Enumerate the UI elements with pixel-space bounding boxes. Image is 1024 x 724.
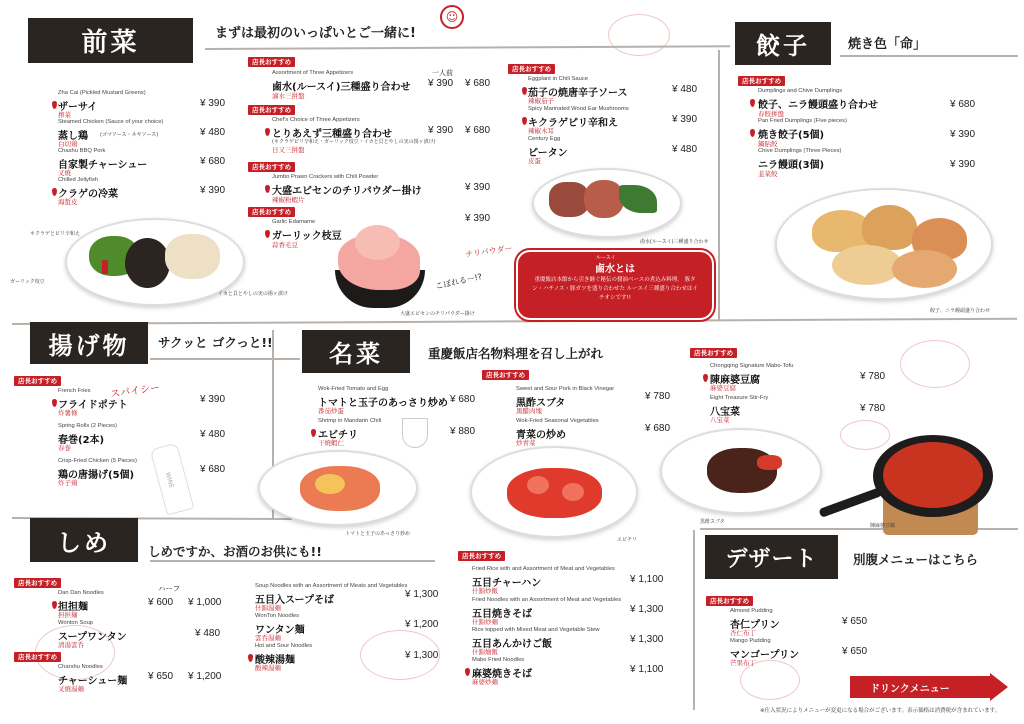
item-note: (ゴマソース・ネギソース) bbox=[100, 132, 159, 138]
item-en: French Fries bbox=[58, 388, 91, 394]
photo-note: 黒酢スブタ bbox=[700, 519, 725, 525]
item-en: Almond Pudding bbox=[730, 608, 773, 614]
item-price: ¥ 680 bbox=[645, 423, 671, 434]
luosui-info-box bbox=[516, 250, 714, 320]
badge-recommended: 店長おすすめ bbox=[248, 207, 295, 217]
item-name: フライドポテト bbox=[58, 400, 128, 411]
item-name: ピータン bbox=[528, 148, 568, 159]
item-en: Spicy Marinated Wood Ear Mushrooms bbox=[528, 106, 629, 112]
chili-icon bbox=[265, 185, 270, 193]
item-cn: 白切鶏 bbox=[58, 140, 78, 148]
item-name: ザーサイ bbox=[58, 102, 98, 113]
item-en: Crisp-Fried Chicken (5 Pieces) bbox=[58, 458, 137, 464]
item-cn: 叉焼湯麺 bbox=[58, 685, 84, 693]
item-en: Wok-Fried Seasonal Vegetables bbox=[516, 418, 599, 424]
item-price: ¥ 1,100 bbox=[630, 574, 664, 585]
half-label: ハーフ bbox=[158, 584, 181, 593]
chili-icon bbox=[52, 188, 57, 196]
chili-icon bbox=[52, 601, 57, 609]
item-cn: 炒青菜 bbox=[516, 439, 536, 447]
item-name: 春巻(2本) bbox=[58, 435, 105, 446]
item-name: トマトと玉子のあっさり炒め bbox=[318, 398, 448, 409]
item-cn: 滷水三拼盤 bbox=[272, 92, 305, 100]
chili-icon bbox=[311, 429, 316, 437]
divider-vertical bbox=[693, 530, 695, 710]
chili-icon bbox=[248, 654, 253, 662]
item-price: ¥ 480 bbox=[200, 127, 226, 138]
item-price: ¥ 1,200 bbox=[405, 619, 439, 630]
item-cn: 叉焼 bbox=[58, 169, 71, 177]
badge-recommended: 店長おすすめ bbox=[248, 162, 295, 172]
footer-note: ※仕入状況によりメニューが変更になる場合がございます。表示価格は消費税が含まれています。 bbox=[760, 708, 1001, 714]
item-en: Jumbo Prawn Crackers with Chili Powder bbox=[272, 174, 379, 180]
chili-icon bbox=[522, 87, 527, 95]
item-en: Mango Pudding bbox=[730, 638, 771, 644]
prawn-note-chili: チリパウダー bbox=[464, 243, 514, 260]
item-cn: 什錦炒麺 bbox=[472, 618, 498, 626]
item-name: クラゲの冷菜 bbox=[58, 189, 118, 200]
badge-recommended: 店長おすすめ bbox=[508, 64, 555, 74]
item-en: Steamed Chicken (Sauce of your choice) bbox=[58, 119, 164, 125]
section-subtitle-dessert: 別腹メニューはこちら bbox=[853, 552, 979, 567]
item-price: ¥ 1,300 bbox=[405, 589, 439, 600]
item-name: ニラ饅頭(3個) bbox=[758, 160, 825, 171]
item-cn: 麻婆豆腐 bbox=[710, 384, 736, 392]
divider bbox=[150, 560, 435, 562]
item-price: ¥ 680 bbox=[465, 78, 491, 89]
item-en: Wok-Fried Tomato and Egg bbox=[318, 386, 389, 392]
item-en: Chef's Choice of Three Appetizers bbox=[272, 117, 360, 123]
dish-photo-tomato-egg bbox=[258, 450, 418, 526]
item-en: Chive Dumplings (Three Pieces) bbox=[758, 148, 842, 154]
item-en: Shrimp in Mandarin Chili bbox=[318, 418, 382, 424]
item-name: ガーリック枝豆 bbox=[272, 231, 342, 242]
divider bbox=[840, 55, 1018, 57]
badge-recommended: 店長おすすめ bbox=[690, 348, 737, 358]
item-price: ¥ 390 bbox=[950, 129, 976, 140]
badge-recommended: 店長おすすめ bbox=[738, 76, 785, 86]
section-subtitle-agemono: サクッと ゴクっと!! bbox=[158, 335, 273, 350]
item-cn: 麻婆炒麺 bbox=[472, 678, 498, 686]
item-price: ¥ 680 bbox=[950, 99, 976, 110]
item-name: 陳麻婆豆腐 bbox=[710, 375, 760, 386]
item-en: Fried Noodles with an Assortment of Meat and Vegetables bbox=[472, 597, 622, 603]
item-price: ¥ 650 bbox=[148, 671, 174, 682]
item-price: ¥ 880 bbox=[450, 426, 476, 437]
item-cn: 辣椒茄子 bbox=[528, 97, 554, 105]
item-cn: 辣椒木耳 bbox=[528, 127, 554, 135]
item-name: 五目焼きそば bbox=[472, 609, 532, 620]
chili-icon bbox=[52, 101, 57, 109]
item-cn: 日又三拼盤 bbox=[272, 146, 305, 154]
luosui-body: 重慶飯店本館から引き継ぐ秘伝の醤油ベースの煮込み料理。 豚タン・ハチノス・豚ガツを盛り合わせた ルースイ三種盛り合わせはイチオシです!! bbox=[532, 277, 698, 301]
item-price: ¥ 1,300 bbox=[630, 604, 664, 615]
item-name: 五目チャーハン bbox=[472, 578, 542, 589]
item-price: ¥ 1,000 bbox=[188, 597, 222, 608]
dish-photo-ebichili bbox=[470, 446, 638, 538]
item-price: ¥ 680 bbox=[200, 464, 226, 475]
section-title-zensai: 前菜 bbox=[28, 18, 193, 63]
chef-icon: ☺ bbox=[440, 5, 464, 29]
section-title-agemono: 揚げ物 bbox=[30, 322, 148, 364]
section-subtitle-meisai: 重慶飯店名物料理を召し上がれ bbox=[428, 346, 604, 361]
item-cn: 春餃拼盤 bbox=[758, 110, 784, 118]
item-cn: 辣椒粉蝦片 bbox=[272, 196, 305, 204]
item-cn: 搾菜 bbox=[58, 111, 71, 119]
item-cn: 蒜香毛豆 bbox=[272, 241, 298, 249]
item-price: ¥ 390 bbox=[200, 98, 226, 109]
chili-icon bbox=[703, 374, 708, 382]
section-title-gyoza: 餃子 bbox=[735, 22, 831, 65]
item-en: Chashu BBQ Pork bbox=[58, 148, 106, 154]
dish-photo-luosui bbox=[532, 168, 682, 238]
top-tagline: まずは最初のいっぱいとご一緒に! bbox=[215, 26, 416, 41]
divider bbox=[12, 318, 1017, 325]
chili-icon bbox=[522, 117, 527, 125]
item-en: Century Egg bbox=[528, 136, 561, 142]
photo-note: キクラゲとピリ辛和え bbox=[30, 231, 81, 237]
item-name: 杏仁プリン bbox=[730, 620, 780, 631]
divider bbox=[150, 358, 300, 360]
item-cn: 番茄炒蛋 bbox=[318, 407, 344, 415]
item-en: Fried Rice with and Assortment of Meat and Vegetables bbox=[472, 566, 615, 572]
item-name: チャーシュー麺 bbox=[58, 676, 128, 687]
item-name: 焼き餃子(5個) bbox=[758, 130, 825, 141]
drink-menu-button[interactable] bbox=[850, 676, 1010, 698]
divider-vertical bbox=[718, 50, 720, 320]
item-cn: 什錦炒飯 bbox=[472, 587, 498, 595]
photo-note: トマトと玉子のあっさり炒め bbox=[345, 531, 410, 537]
item-en: Dan Dan Noodles bbox=[58, 590, 104, 596]
item-price: ¥ 480 bbox=[672, 144, 698, 155]
qty-label: 一人前 bbox=[432, 69, 453, 77]
item-cn: 雲呑湯麺 bbox=[255, 634, 281, 642]
item-en: Dumplings and Chive Dumplings bbox=[758, 88, 843, 94]
item-price: ¥ 390 bbox=[465, 213, 491, 224]
chili-icon bbox=[750, 99, 755, 107]
wine-bottle-sketch bbox=[150, 443, 195, 516]
item-cn: 担担麺 bbox=[58, 611, 78, 619]
prawn-note-kobore: こぼれる〜!? bbox=[434, 272, 483, 291]
item-name: ワンタン麺 bbox=[255, 625, 305, 636]
chili-icon bbox=[52, 399, 57, 407]
item-name: とりあえず三種盛り合わせ bbox=[272, 129, 392, 140]
arrow-right-icon bbox=[990, 673, 1008, 701]
item-en: Rice topped with Mixed Meat and Vegetable Stew bbox=[472, 627, 600, 633]
item-name: 五目入スープそば bbox=[255, 595, 334, 606]
item-en: Soup Noodles with an Assortment of Meats and Vegetables bbox=[255, 583, 408, 589]
item-name: エビチリ bbox=[318, 430, 358, 441]
badge-recommended: 店長おすすめ bbox=[706, 596, 753, 606]
item-price: ¥ 390 bbox=[465, 182, 491, 193]
item-name: 黒酢スブタ bbox=[516, 398, 566, 409]
item-cn: 鍋貼餃 bbox=[758, 140, 778, 148]
item-price: ¥ 680 bbox=[200, 156, 226, 167]
item-name: 八宝菜 bbox=[710, 407, 740, 418]
item-price: ¥ 390 bbox=[200, 185, 226, 196]
item-name: 鹵水(ルースイ)三種盛り合わせ bbox=[272, 82, 411, 93]
dish-photo-prawn-crackers bbox=[330, 225, 430, 310]
item-price: ¥ 780 bbox=[860, 403, 886, 414]
item-en: Charshu Noodles bbox=[58, 664, 103, 670]
badge-recommended: 店長おすすめ bbox=[14, 652, 61, 662]
item-name: 餃子、ニラ饅頭盛り合わせ bbox=[758, 100, 878, 111]
badge-recommended: 店長おすすめ bbox=[482, 370, 529, 380]
photo-note: 陳麻婆豆腐 bbox=[870, 523, 896, 529]
item-cn: 炸薯條 bbox=[58, 409, 78, 417]
item-cn: 清湯雲呑 bbox=[58, 641, 84, 649]
item-name: キクラゲピリ辛和え bbox=[528, 118, 618, 129]
item-name: 茄子の焼唐辛子ソース bbox=[528, 88, 628, 99]
item-price: ¥ 1,300 bbox=[630, 634, 664, 645]
photo-note: ガーリック枝豆 bbox=[10, 279, 45, 285]
item-name: 酸辣湯麺 bbox=[255, 655, 295, 666]
item-en: Hot and Sour Noodles bbox=[255, 643, 313, 649]
item-price: ¥ 600 bbox=[148, 597, 174, 608]
item-en: Chilled Jellyfish bbox=[58, 177, 98, 183]
item-name: マンゴープリン bbox=[730, 650, 800, 661]
item-en: Pan Fried Dumplings (Five pieces) bbox=[758, 118, 847, 124]
item-price: ¥ 390 bbox=[428, 78, 454, 89]
badge-recommended: 店長おすすめ bbox=[14, 376, 61, 386]
spicy-tag: スパイシー bbox=[109, 382, 161, 401]
item-en: Assortment of Three Appetizers bbox=[272, 70, 354, 76]
item-en: Spring Rolls (2 Pieces) bbox=[58, 423, 117, 429]
badge-recommended: 店長おすすめ bbox=[248, 105, 295, 115]
item-en: Wonton Soup bbox=[58, 620, 94, 626]
item-en: Eggplant in Chili Sauce bbox=[528, 76, 588, 82]
decor-sketch bbox=[900, 340, 970, 388]
item-en: Eight Treasure Stir-Fry bbox=[710, 395, 769, 401]
item-name: 鶏の唐揚げ(5個) bbox=[58, 470, 135, 481]
item-cn: 什錦燴飯 bbox=[472, 648, 498, 656]
item-cn: 什錦湯麺 bbox=[255, 604, 281, 612]
item-cn: 皮蛋 bbox=[528, 157, 541, 165]
item-name: 青菜の炒め bbox=[516, 430, 566, 441]
item-price: ¥ 1,300 bbox=[405, 650, 439, 661]
photo-note: イカと貝とやしの実の揚ヶ漬け bbox=[218, 291, 288, 297]
item-price: ¥ 650 bbox=[842, 616, 868, 627]
item-price: ¥ 390 bbox=[950, 159, 976, 170]
photo-note: 鹵水(ルースイ)三種盛り合わせ bbox=[640, 239, 709, 245]
item-cn: 干焼蝦仁 bbox=[318, 439, 344, 447]
photo-note: 餃子、ニラ饅頭盛り合わせ bbox=[930, 308, 991, 314]
item-price: ¥ 680 bbox=[465, 125, 491, 136]
luosui-title: 鹵水とは bbox=[595, 264, 635, 275]
wine-label: WINE bbox=[163, 471, 175, 489]
dish-photo-gyoza bbox=[775, 188, 993, 300]
item-price: ¥ 390 bbox=[672, 114, 698, 125]
photo-note: エビチリ bbox=[617, 537, 638, 543]
photo-note: 大盛エビセンのチリパウダー掛け bbox=[400, 311, 475, 317]
item-en: Sweet and Sour Pork in Black Vinegar bbox=[516, 386, 615, 392]
item-cn: 芒果布丁 bbox=[730, 659, 756, 667]
item-name: スープワンタン bbox=[58, 632, 127, 643]
item-price: ¥ 1,200 bbox=[188, 671, 222, 682]
section-subtitle-shime: しめですか、お酒のお供にも!! bbox=[148, 544, 322, 559]
section-subtitle-gyoza: 焼き色「命」 bbox=[848, 37, 927, 52]
item-en: WonTon Noodles bbox=[255, 613, 300, 619]
dish-photo-kurozu bbox=[660, 428, 822, 514]
item-price: ¥ 650 bbox=[842, 646, 868, 657]
dish-photo-mabo-tofu bbox=[818, 430, 1018, 535]
item-en: Mabo Fried Noodles bbox=[472, 657, 525, 663]
item-cn: 春巻 bbox=[58, 444, 71, 452]
item-price: ¥ 1,100 bbox=[630, 664, 664, 675]
decor-sketch bbox=[608, 14, 670, 56]
item-price: ¥ 680 bbox=[450, 394, 476, 405]
item-note: (キクラゲピリ辛和え・ガーリック枝豆・イカと貝とやしの実の揚ヶ漬け) bbox=[272, 139, 436, 145]
badge-recommended: 店長おすすめ bbox=[458, 551, 505, 561]
item-cn: 炸子鶏 bbox=[58, 479, 78, 487]
item-name: 五目あんかけご飯 bbox=[472, 639, 552, 650]
wine-glass-sketch bbox=[402, 418, 428, 448]
chili-icon bbox=[465, 668, 470, 676]
item-cn: 韮菜餃 bbox=[758, 170, 778, 178]
item-price: ¥ 780 bbox=[860, 371, 886, 382]
section-title-shime: しめ bbox=[30, 518, 138, 562]
item-price: ¥ 480 bbox=[672, 84, 698, 95]
item-price: ¥ 480 bbox=[200, 429, 226, 440]
chili-icon bbox=[750, 129, 755, 137]
badge-recommended: 店長おすすめ bbox=[14, 578, 61, 588]
chili-icon bbox=[265, 128, 270, 136]
item-price: ¥ 390 bbox=[428, 125, 454, 136]
item-cn: 黒醋肉塊 bbox=[516, 407, 542, 415]
drink-menu-label: ドリンクメニュー bbox=[870, 684, 950, 695]
item-en: Garlic Edamame bbox=[272, 219, 316, 225]
item-name: 担担麺 bbox=[58, 602, 88, 613]
item-price: ¥ 780 bbox=[645, 391, 671, 402]
item-cn: 海蜇皮 bbox=[58, 198, 78, 206]
item-name: 麻婆焼きそば bbox=[472, 669, 532, 680]
section-title-meisai: 名菜 bbox=[302, 330, 410, 373]
section-title-dessert: デザート bbox=[705, 535, 838, 579]
item-cn: 杏仁布丁 bbox=[730, 629, 756, 637]
item-cn: 酸辣湯麺 bbox=[255, 664, 281, 672]
item-name: 大盛エビセンのチリパウダー掛け bbox=[272, 186, 422, 197]
luosui-ruby: ルースイ bbox=[596, 255, 616, 261]
item-price: ¥ 480 bbox=[195, 628, 221, 639]
item-name: 自家製チャーシュー bbox=[58, 160, 148, 171]
item-name: 蒸し鶏 bbox=[58, 131, 88, 142]
item-price: ¥ 390 bbox=[200, 394, 226, 405]
chili-icon bbox=[265, 230, 270, 238]
item-cn: 八宝菜 bbox=[710, 416, 730, 424]
item-en: Chongqing Signature Mabo-Tofu bbox=[710, 363, 794, 369]
item-en: Zha Cai (Pickled Mustard Greens) bbox=[58, 90, 146, 96]
badge-recommended: 店長おすすめ bbox=[248, 57, 295, 67]
